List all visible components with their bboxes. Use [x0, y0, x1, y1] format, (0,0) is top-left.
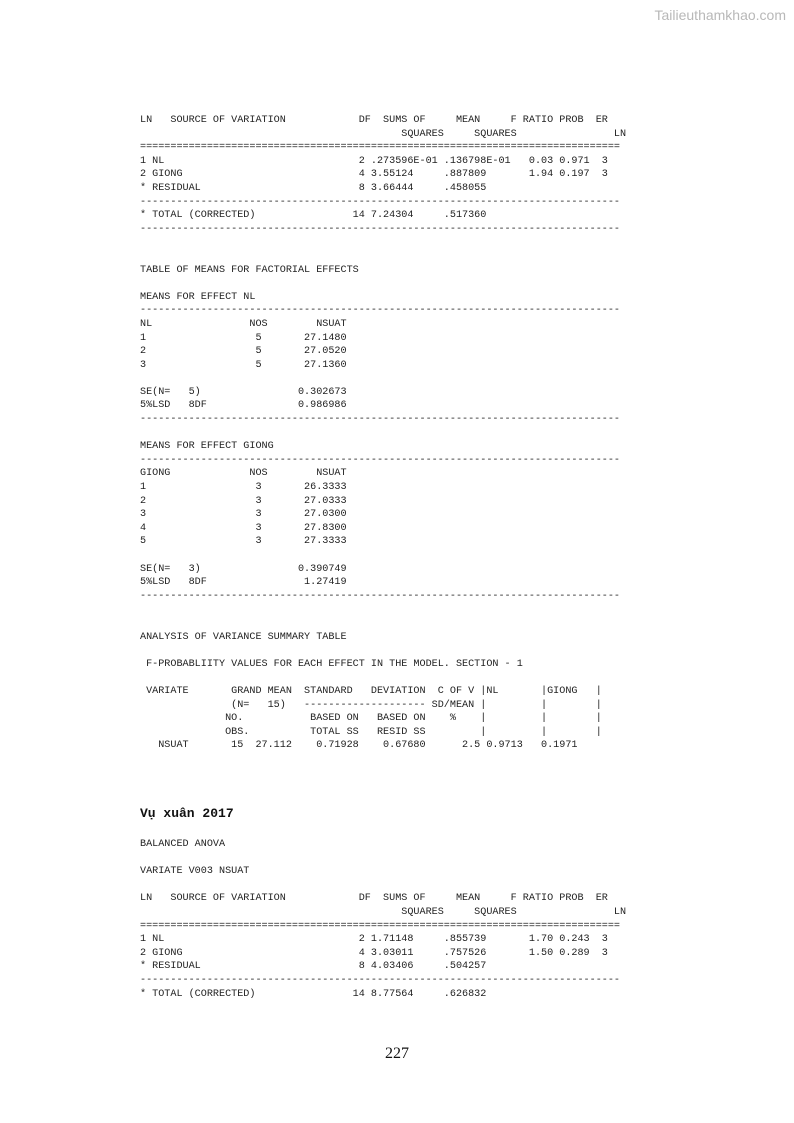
section-heading: Vụ xuân 2017 [140, 806, 234, 821]
anova-output-section-1: LN SOURCE OF VARIATION DF SUMS OF MEAN F RATIO PROB ER SQUARES SQUARES LN =============================================================================== 1 NL 2 .273596E-01 .136798E-01 0.03 0.971 3 2 GIONG 4 3.55124 .887809 1.94 0.197 3 * RESIDUAL 8 3.66444 .458055 ------------------------------------------------------------------------------- * TOTAL (CORRECTED) 14 7.24304 .517360 ------------------------------------------------------------------------------- TABLE OF MEANS FOR FACTORIAL EFFECTS MEANS FOR EFFECT NL ------------------------------------------------------------------------------- NL NOS NSUAT 1 5 27.1480 2 5 27.0520 3 5 27.1360 SE(N= 5) 0.302673 5%LSD 8DF 0.986986 ------------------------------------------------------------------------------- MEANS FOR EFFECT GIONG ------------------------------------------------------------------------------- GIONG NOS NSUAT 1 3 26.3333 2 3 27.0333 3 3 27.0300 4 3 27.8300 5 3 27.3333 SE(N= 3) 0.390749 5%LSD 8DF 1.27419 ------------------------------------------------------------------------------- ANALYSIS OF VARIANCE SUMMARY TABLE F-PROBABLIITY VALUES FOR EACH EFFECT IN THE MODEL. SECTION - 1 VARIATE GRAND MEAN STANDARD DEVIATION C OF V |NL |GIONG | (N= 15) -------------------- SD/MEAN | | | NO. BASED ON BASED ON % | | | OBS. TOTAL SS RESID SS | | | NSUAT 15 27.112 0.71928 0.67680 2.5 0.9713 0.1971 [140, 115, 627, 752]
watermark: Tailieuthamkhao.com [654, 7, 786, 23]
anova-output-section-2: BALANCED ANOVA VARIATE V003 NSUAT LN SOURCE OF VARIATION DF SUMS OF MEAN F RATIO PROB ER SQUARES SQUARES LN =============================================================================== 1 NL 2 1.71148 .855739 1.70 0.243 3 2 GIONG 4 3.03011 .757526 1.50 0.289 3 * RESIDUAL 8 4.03406 .504257 ------------------------------------------------------------------------------- * TOTAL (CORRECTED) 14 8.77564 .626832 [140, 839, 627, 1000]
page-number: 227 [385, 1045, 409, 1062]
